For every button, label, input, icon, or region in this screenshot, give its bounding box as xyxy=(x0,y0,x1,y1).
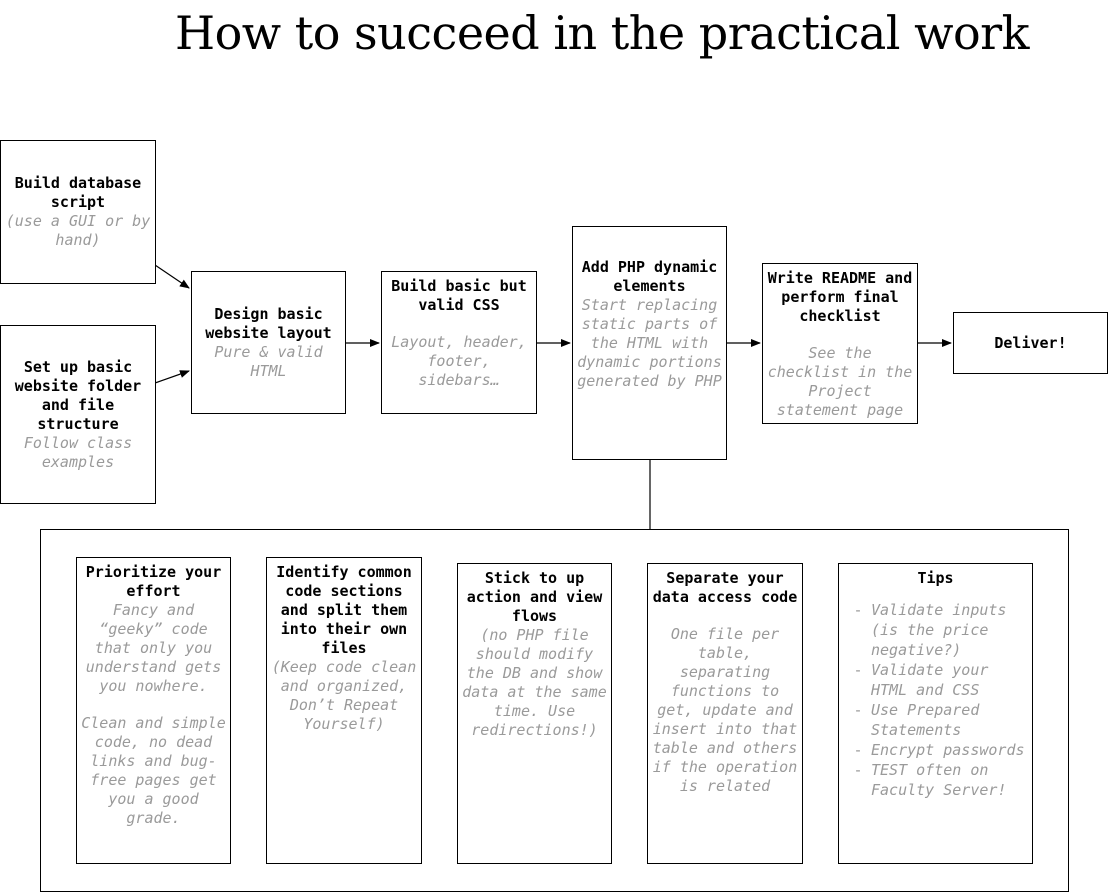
advice-prioritize-note-2: Clean and simple code, no dead links and bug-free pages get you a good grade. xyxy=(81,714,226,827)
advice-tips xyxy=(838,563,1033,864)
step-add-php-note: Start replacing static parts of the HTML with dynamic portions generated by PHP xyxy=(577,296,722,390)
advice-data-access-title: Separate your data access code xyxy=(652,569,798,606)
step-build-database xyxy=(0,140,156,284)
advice-prioritize-note-1: Fancy and “geeky” code that only you understand gets you nowhere. xyxy=(85,601,222,695)
step-write-readme-title: Write README and perform final checklist xyxy=(767,269,913,325)
step-design-layout xyxy=(191,271,346,414)
step-build-css-note: Layout, header, footer, sidebars… xyxy=(391,333,527,389)
step-design-layout-note: Pure & valid HTML xyxy=(214,342,323,380)
advice-action-view-flows-note: (no PHP file should modify the DB and show data at the same time. Use redirections!) xyxy=(462,626,607,739)
step-deliver-title: Deliver! xyxy=(994,333,1067,352)
tip-item: - Validate inputs (is the price negative?) xyxy=(853,601,1007,659)
step-add-php-title: Add PHP dynamic elements xyxy=(581,258,718,295)
arrow-folder-to-layout xyxy=(155,371,189,383)
step-write-readme-note: See the checklist in the Project statement page xyxy=(767,344,913,419)
advice-common-code xyxy=(266,557,422,864)
step-build-database-title: Build database script xyxy=(14,174,142,211)
advice-action-view-flows xyxy=(457,563,612,864)
diagram-title: How to succeed in the practical work xyxy=(174,6,1030,60)
tips-list xyxy=(845,600,1026,800)
step-build-database-note: (use a GUI or by hand) xyxy=(5,212,151,249)
advice-data-access xyxy=(647,563,803,864)
step-write-readme xyxy=(762,263,918,424)
step-build-css-title: Build basic but valid CSS xyxy=(391,277,527,314)
step-build-css xyxy=(381,271,537,414)
step-deliver xyxy=(953,312,1108,374)
tip-item: - Encrypt passwords xyxy=(853,741,1025,759)
advice-common-code-title: Identify common code sections and split them into their own files xyxy=(276,563,412,657)
advice-tips-title: Tips xyxy=(917,569,954,587)
tip-item: - Use Prepared Statements xyxy=(853,701,980,739)
tip-item: - Validate your HTML and CSS xyxy=(853,661,989,699)
step-setup-folder-title: Set up basic website folder and file structure xyxy=(14,357,142,433)
advice-action-view-flows-title: Stick to up action and view flows xyxy=(466,569,603,625)
advice-prioritize-title: Prioritize your effort xyxy=(85,563,222,600)
arrow-db-to-layout xyxy=(155,265,189,288)
advice-data-access-note: One file per table, separating functions to get, update and insert into that table and others if the operation is related xyxy=(652,625,798,795)
step-setup-folder xyxy=(0,325,156,504)
step-add-php xyxy=(572,226,727,460)
tip-item: - TEST often on Faculty Server! xyxy=(853,761,1007,799)
advice-prioritize xyxy=(76,557,231,864)
step-setup-folder-note: Follow class examples xyxy=(23,433,133,471)
advice-common-code-note: (Keep code clean and organized, Don’t Repeat Yourself) xyxy=(271,658,417,733)
step-design-layout-title: Design basic website layout xyxy=(205,304,332,342)
